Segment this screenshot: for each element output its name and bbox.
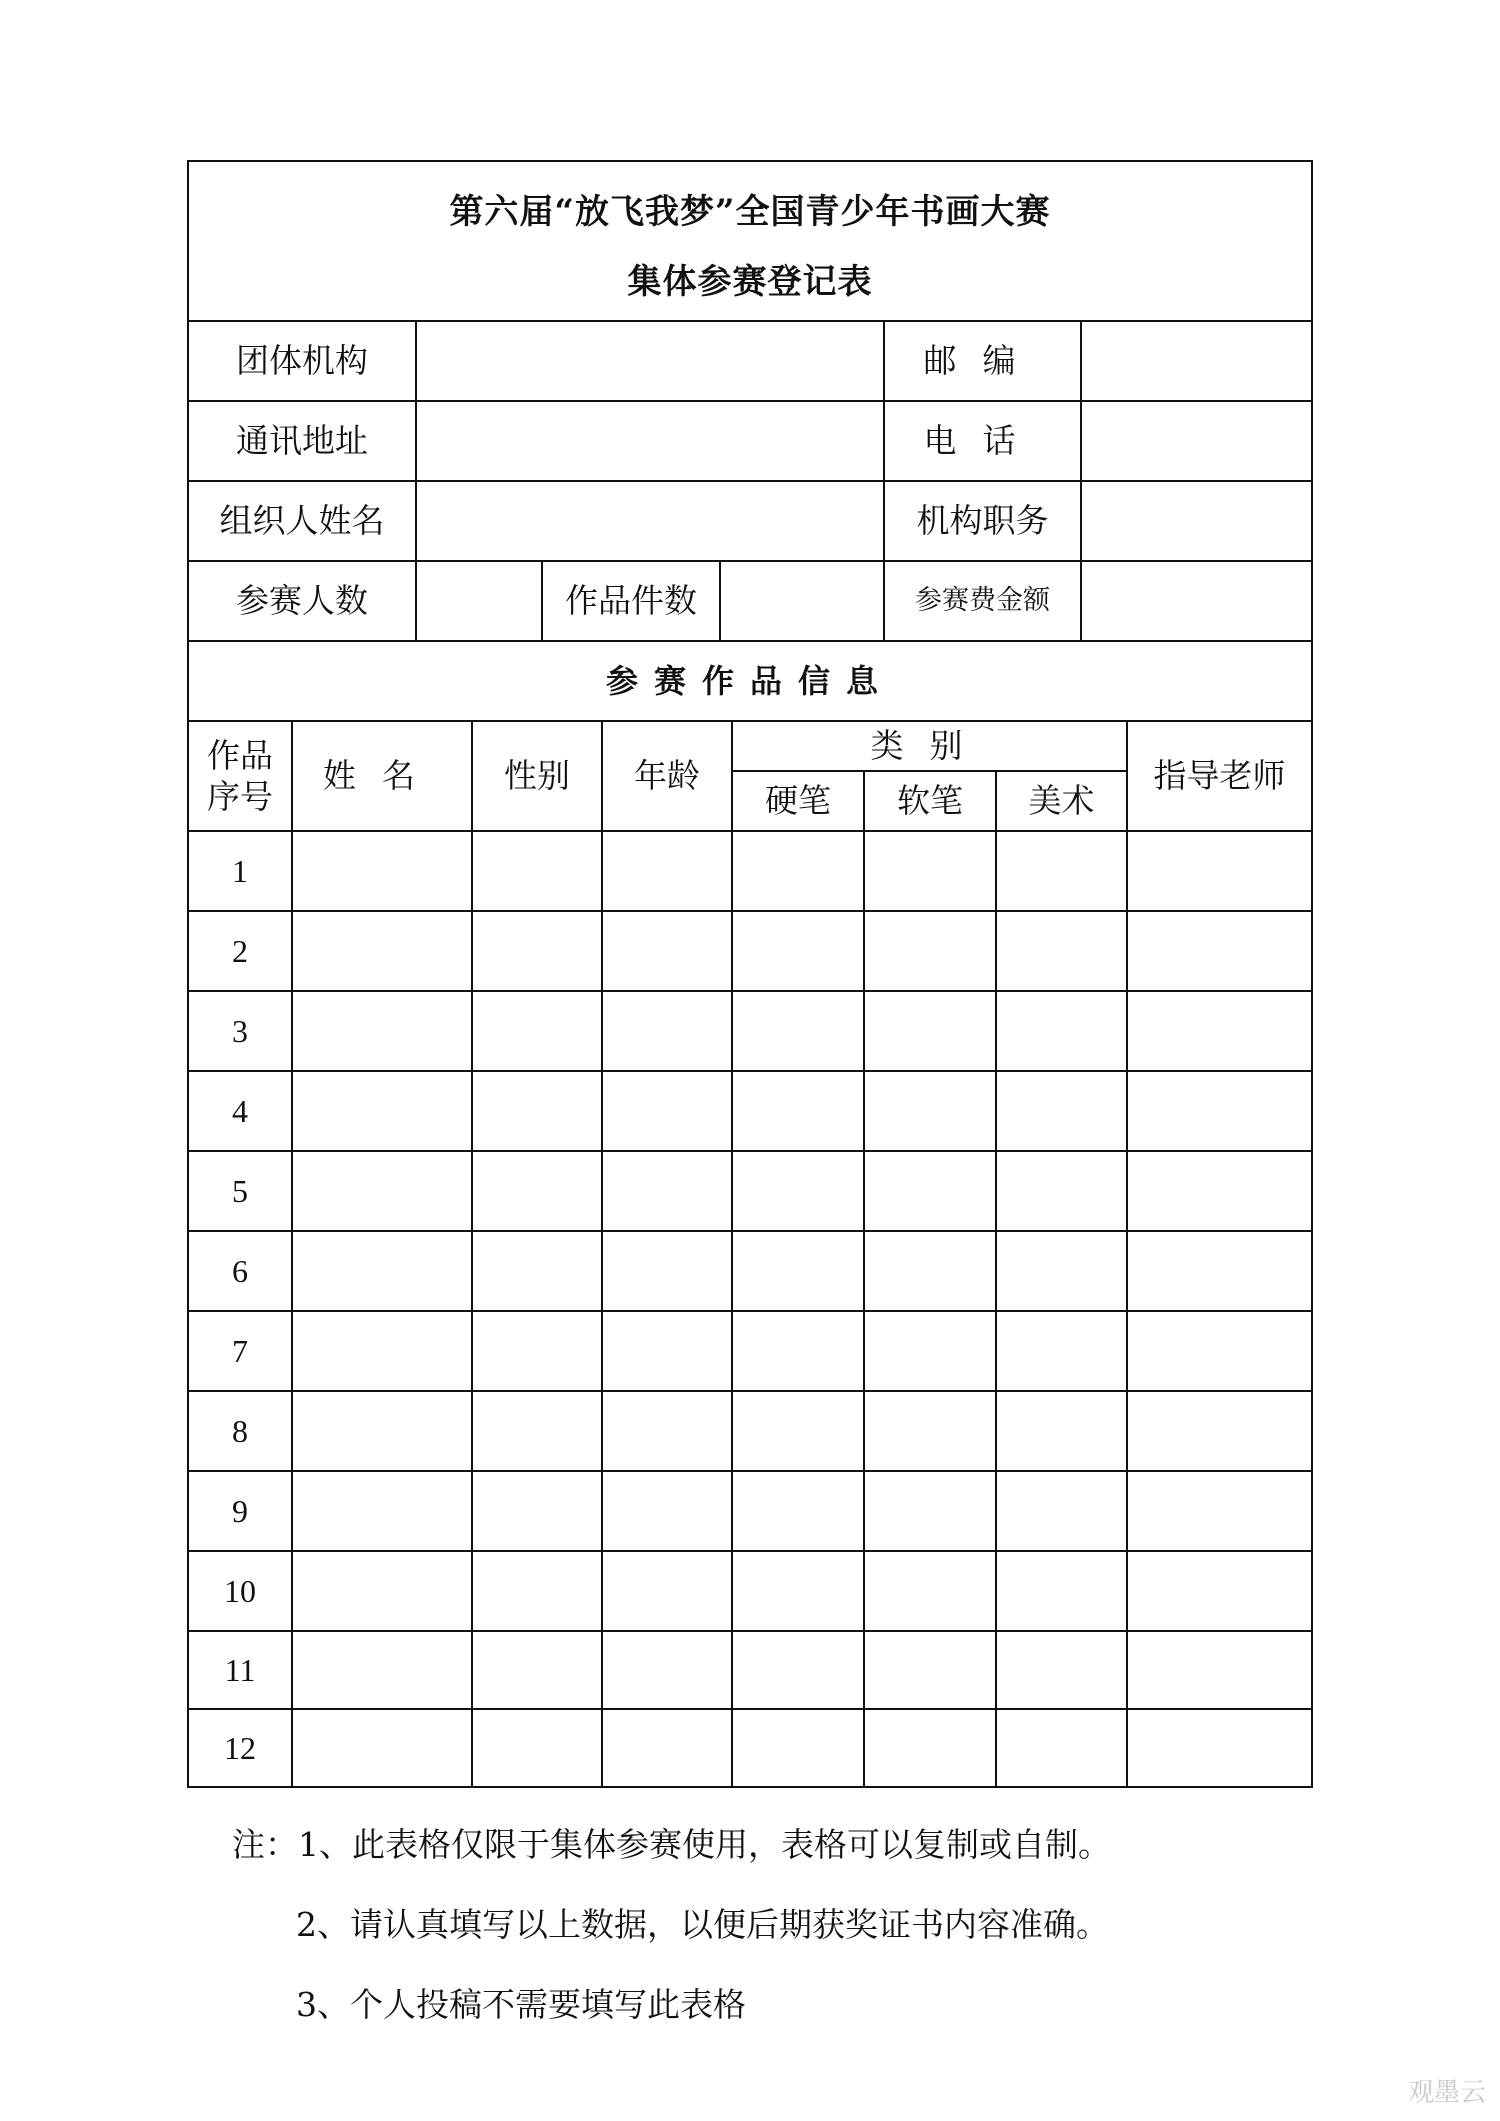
row-number: 9 <box>232 1492 248 1529</box>
watermark-logo: 观墨云 <box>1407 2078 1486 2108</box>
position-input[interactable] <box>1082 482 1311 560</box>
label-participant-count: 参赛人数 <box>236 581 368 621</box>
col-name: 姓名 <box>323 756 441 796</box>
col-teacher: 指导老师 <box>1153 756 1286 796</box>
row-number: 5 <box>232 1172 248 1209</box>
row-number: 10 <box>224 1572 256 1609</box>
row-number: 2 <box>232 932 248 969</box>
row-number: 12 <box>224 1729 256 1766</box>
works-entry-grid[interactable] <box>293 832 1311 1786</box>
col-serial-line1: 作品 <box>207 735 273 775</box>
label-postcode: 邮编 <box>923 341 1042 381</box>
row-number: 8 <box>232 1412 248 1449</box>
col-hard-pen: 硬笔 <box>765 781 831 821</box>
row-number: 11 <box>224 1651 256 1688</box>
organizer-name-input[interactable] <box>417 482 883 560</box>
note-3: 3、个人投稿不需要填写此表格 <box>296 1985 746 2024</box>
col-art: 美术 <box>1028 781 1095 821</box>
note-2: 2、请认真填写以上数据，以便后期获奖证书内容准确。 <box>296 1905 1109 1944</box>
work-count-input[interactable] <box>721 562 883 640</box>
col-category: 类别 <box>870 726 989 766</box>
row-number: 4 <box>232 1092 248 1129</box>
registration-form <box>187 160 1313 1788</box>
section-title: 参赛作品信息 <box>605 661 894 700</box>
label-fee-amount: 参赛费金额 <box>915 584 1050 616</box>
fee-amount-input[interactable] <box>1082 562 1311 640</box>
form-title: 第六届“放飞我梦”全国青少年书画大赛 <box>449 191 1051 232</box>
label-work-count: 作品件数 <box>565 581 697 621</box>
row-number: 6 <box>232 1252 248 1289</box>
row-number: 7 <box>232 1332 248 1369</box>
notes <box>232 1805 1111 2045</box>
col-serial-line2: 序号 <box>207 777 273 816</box>
col-age: 年龄 <box>634 756 700 796</box>
label-position: 机构职务 <box>916 501 1049 541</box>
col-gender: 性别 <box>504 756 570 796</box>
label-address: 通讯地址 <box>236 421 368 461</box>
postcode-input[interactable] <box>1082 322 1311 400</box>
form-subtitle: 集体参赛登记表 <box>627 261 873 302</box>
label-phone: 电话 <box>923 421 1042 461</box>
row-number: 3 <box>232 1012 248 1049</box>
phone-input[interactable] <box>1082 402 1311 480</box>
col-soft-pen: 软笔 <box>897 781 963 821</box>
address-input[interactable] <box>417 402 883 480</box>
participant-count-input[interactable] <box>417 562 541 640</box>
label-organizer-name: 组织人姓名 <box>219 501 385 541</box>
row-number: 1 <box>232 852 248 889</box>
note-1: 注：1、此表格仅限于集体参赛使用，表格可以复制或自制。 <box>232 1825 1111 1864</box>
label-organization: 团体机构 <box>236 341 368 381</box>
col-serial <box>189 722 291 830</box>
organization-input[interactable] <box>417 322 883 400</box>
